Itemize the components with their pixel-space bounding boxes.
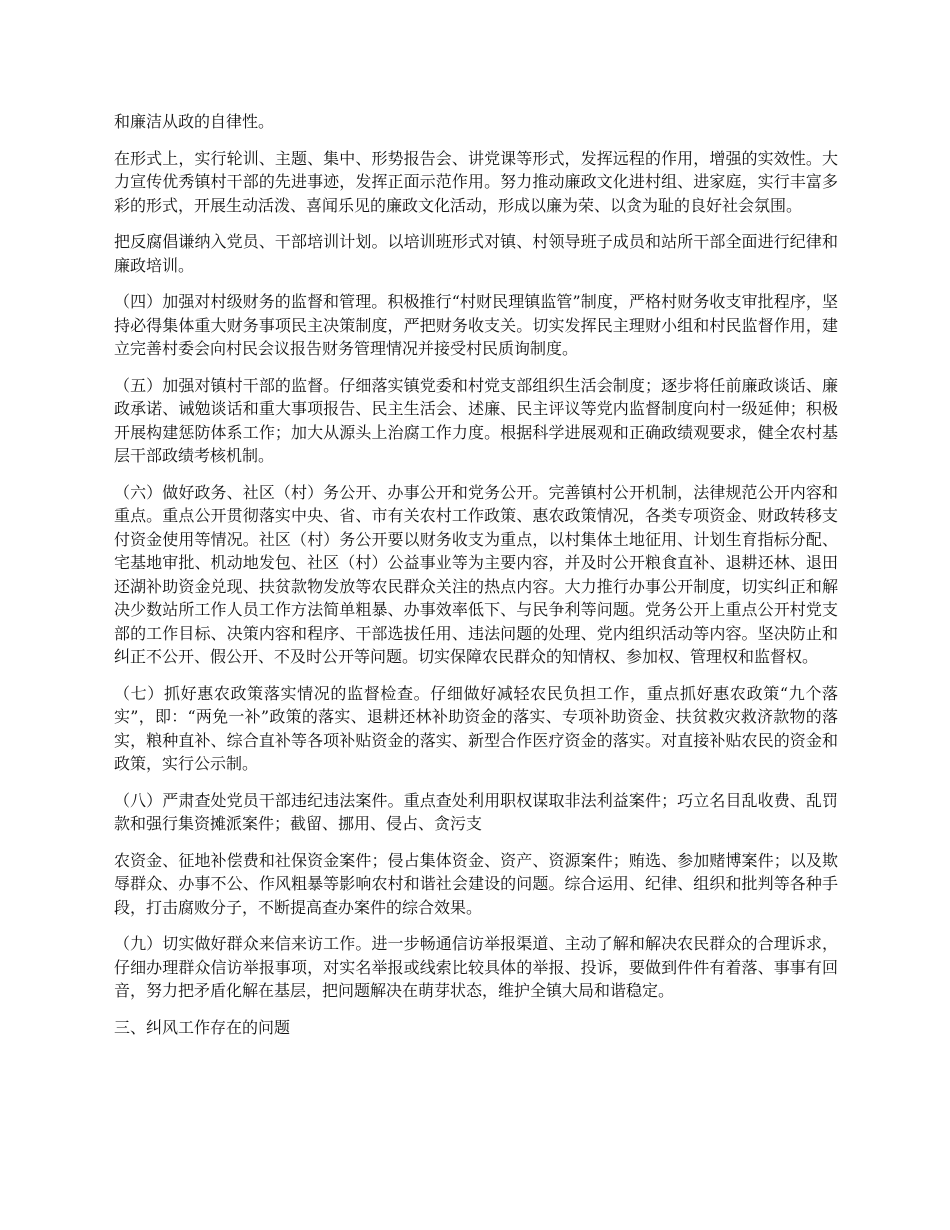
paragraph-section-5: （五）加强对镇村干部的监督。仔细落实镇党委和村党支部组织生活会制度；逐步将任前廉政谈话、廉政承诺、诫勉谈话和重大事项报告、民主生活会、述廉、民主评议等党内监督制度向村一级延伸；积极开展构建惩防体系工作；加大从源头上治腐工作力度。根据科学进展观和正确政绩观要求，健全农村基层干部政绩考核机制。 [114, 375, 838, 465]
paragraph-section-7: （七）抓好惠农政策落实情况的监督检查。仔细做好减轻农民负担工作，重点抓好惠农政策“九个落实”，即：“两免一补”政策的落实、退耕还林补助资金的落实、专项补助资金、扶贫救灾救济款物的落实，粮种直补、综合直补等各项补贴资金的落实、新型合作医疗资金的落实。对直接补贴农民的资金和政策，实行公示制。 [114, 683, 838, 773]
document-page [114, 110, 838, 1052]
paragraph-3: 把反腐倡谦纳入党员、干部培训计划。以培训班形式对镇、村领导班子成员和站所干部全面进行纪律和廉政培训。 [114, 232, 838, 275]
paragraph-1: 和廉洁从政的自律性。 [114, 112, 275, 131]
paragraph-section-8-continued: 农资金、征地补偿费和社保资金案件；侵占集体资金、资产、资源案件；贿选、参加赌博案件；以及欺辱群众、办事不公、作风粗暴等影响农村和谐社会建设的问题。综合运用、纪律、组织和批判等各种手段，打击腐败分子，不断提高查办案件的综合效果。 [114, 850, 838, 917]
paragraph-section-8: （八）严肃查处党员干部违纪违法案件。重点查处利用职权谋取非法利益案件；巧立名目乱收费、乱罚款和强行集资摊派案件；截留、挪用、侵占、贪污支 [114, 790, 838, 833]
paragraph-section-6: （六）做好政务、社区（村）务公开、办事公开和党务公开。完善镇村公开机制，法律规范公开内容和重点。重点公开贯彻落实中央、省、市有关农村工作政策、惠农政策情况，各类专项资金、财政转移支付资金使用等情况。社区（村）务公开要以财务收支为重点，以村集体土地征用、计划生育指标分配、宅基地审批、机动地发包、社区（村）公益事业等为主要内容，并及时公开粮食直补、退耕还林、退田还湖补助资金兑现、扶贫款物发放等农民群众关注的热点内容。大力推行办事公开制度，切实纠正和解决少数站所工作人员工作方法简单粗暴、办事效率低下、与民争利等问题。党务公开上重点公开村党支部的工作目标、决策内容和程序、干部选拔任用、违法问题的处理、党内组织活动等内容。坚决防止和纠正不公开、假公开、不及时公开等问题。切实保障农民群众的知情权、参加权、管理权和监督权。 [114, 482, 838, 666]
paragraph-section-4: （四）加强对村级财务的监督和管理。积极推行“村财民理镇监管”制度，严格村财务收支审批程序，坚持必得集体重大财务事项民主决策制度，严把财务收支关。切实发挥民主理财小组和村民监督作用，建立完善村委会向村民会议报告财务管理情况并接受村民质询制度。 [114, 292, 838, 358]
paragraph-2: 在形式上，实行轮训、主题、集中、形势报告会、讲党课等形式，发挥远程的作用，增强的实效性。大力宣传优秀镇村干部的先进事迹，发挥正面示范作用。努力推动廉政文化进村组、进家庭，实行丰富多彩的形式，开展生动活泼、喜闻乐见的廉政文化活动，形成以廉为荣、以贪为耻的良好社会氛围。 [114, 148, 838, 215]
section-heading-3: 三、纠风工作存在的问题 [114, 1017, 291, 1037]
paragraph-section-9: （九）切实做好群众来信来访工作。进一步畅通信访举报渠道、主动了解和解决农民群众的合理诉求，仔细办理群众信访举报事项，对实名举报或线索比较具体的举报、投诉，要做到件件有着落、事事有回音，努力把矛盾化解在基层，把问题解决在萌芽状态，维护全镇大局和谐稳定。 [114, 934, 838, 1000]
